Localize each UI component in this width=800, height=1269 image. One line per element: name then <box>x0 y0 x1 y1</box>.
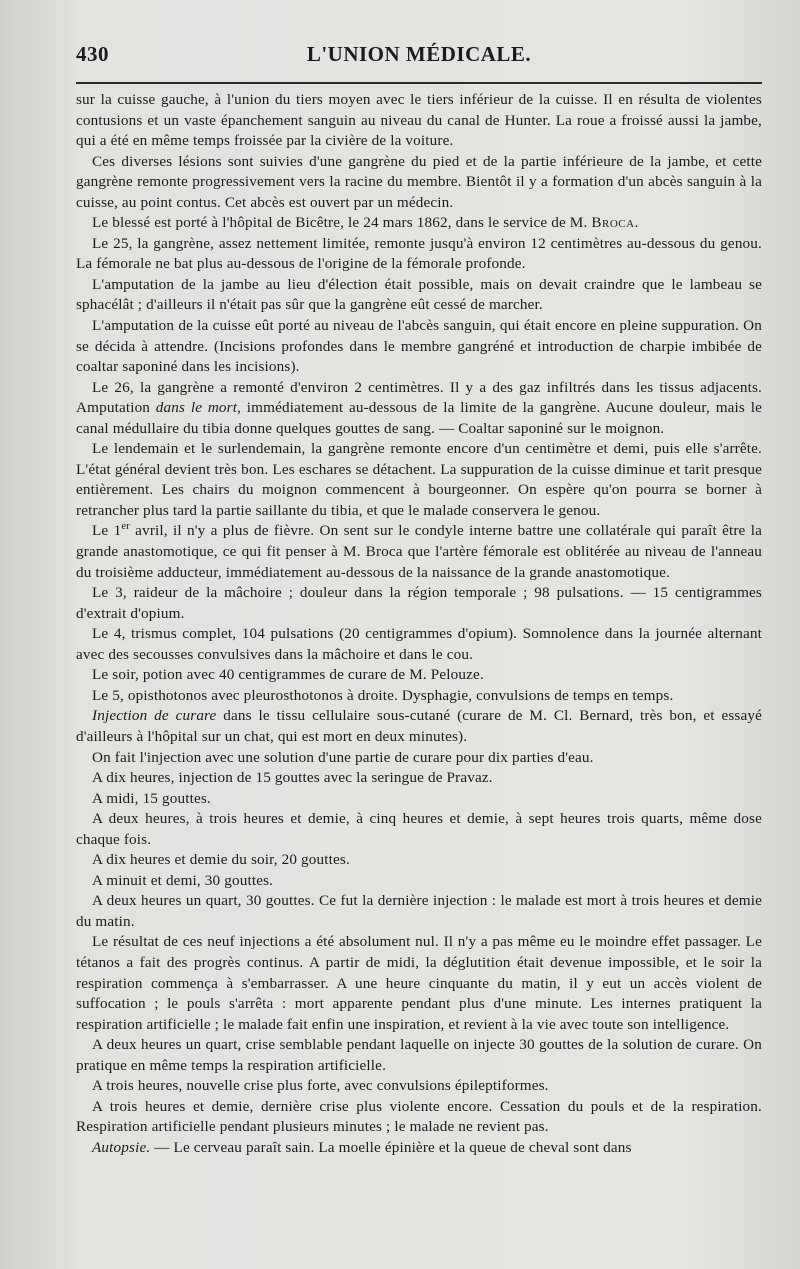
paragraph <box>76 275 762 316</box>
running-title: L'UNION MÉDICALE. <box>306 42 532 66</box>
text-ital: Injection de curare <box>92 707 217 725</box>
body-text <box>76 90 762 1158</box>
paragraph <box>76 1035 762 1076</box>
text-run: . <box>634 214 639 232</box>
paragraph <box>76 316 762 378</box>
paragraph <box>76 665 762 686</box>
text-run: A dix heures, injection de 15 gouttes avec la seringue de Pravaz. <box>92 769 493 787</box>
paragraph <box>76 706 762 747</box>
text-run: Le 4, trismus complet, 104 pulsations (20 centigrammes d'opium). Somnolence dans la journée alternant avec des secousses convulsives dans la mâchoire et dans le cou. <box>76 625 762 663</box>
text-ital: Autopsie. <box>92 1138 151 1156</box>
text-run: — Le cerveau paraît sain. La moelle épinière et la queue de cheval sont dans <box>150 1138 632 1156</box>
text-caps: Broca <box>591 214 635 232</box>
text-run: Ces diverses lésions sont suivies d'une gangrène du pied et de la partie inférieure de la jambe, et cette gangrène remonte progressivement vers la racine du membre. Bientôt il y a formation d'un abcès sanguin à la cuisse, au point contus. Cet abcès est ouvert par un médecin. <box>76 152 762 211</box>
text-run: A minuit et demi, 30 gouttes. <box>92 871 274 889</box>
paragraph <box>76 748 762 769</box>
text-run: Le 3, raideur de la mâchoire ; douleur dans la région temporale ; 98 pulsations. — 15 centigrammes d'extrait d'opium. <box>76 584 762 622</box>
text-run: A deux heures un quart, 30 gouttes. Ce fut la dernière injection : le malade est mort à trois heures et demie du matin. <box>76 892 762 930</box>
paragraph <box>76 932 762 1035</box>
paragraph <box>76 521 762 583</box>
text-ital: dans le mort <box>155 399 238 417</box>
text-run: On fait l'injection avec une solution d'une partie de curare pour dix parties d'eau. <box>92 748 594 766</box>
text-run: A trois heures et demie, dernière crise plus violente encore. Cessation du pouls et de la respiration. Respiration artificielle pendant plusieurs minutes ; le malade ne revient pas. <box>76 1097 762 1136</box>
paragraph <box>76 809 762 850</box>
text-run: A deux heures, à trois heures et demie, à cinq heures et demie, à sept heures trois quarts, même dose chaque fois. <box>76 810 762 848</box>
paragraph <box>76 213 762 234</box>
paragraph <box>76 583 762 624</box>
text-run: sur la cuisse gauche, à l'union du tiers moyen avec le tiers inférieur de la cuisse. Il en résulta de violentes contusions et un vaste épanchement sanguin au niveau du canal de Hunter. La roue a froissé aussi la jambe, qui a été en même temps froissée par la civière de la voiture. <box>76 91 762 150</box>
text-run: Le blessé est porté à l'hôpital de Bicêtre, le 24 mars 1862, dans le service de M. <box>92 214 592 232</box>
text-run: Le résultat de ces neuf injections a été absolument nul. Il n'y a pas même eu le moindre effet passager. Le tétanos a fait des progrès continus. A partir de midi, la déglutition était devenue impossible, et le soir la respiration commença à s'embarrasser. A une heure cinquante du matin, il y eut un accès violent de suffocation ; le pouls s'arrêta : mort apparente pendant plus d'une minute. Les internes pratiquent la respiration artificielle ; le malade fait enfin une inspiration, et revient à la vie avec toute son intelligence. <box>76 933 762 1033</box>
paragraph <box>76 789 762 810</box>
text-run: Le 26, la gangrène a remonté d'environ 2 centimètres. Il y a des gaz infiltrés dans les tissus adjacents. Amputation <box>76 378 762 417</box>
text-run: L'amputation de la jambe au lieu d'élection était possible, mais on devait craindre que le lambeau se sphacélât ; d'ailleurs il n'était pas sûr que la gangrène eût cessé de marcher. <box>76 275 762 314</box>
paragraph <box>76 1076 762 1097</box>
paragraph <box>76 850 762 871</box>
paragraph <box>76 768 762 789</box>
paragraph <box>76 378 762 440</box>
text-run: dans le tissu cellulaire sous-cutané (curare de M. Cl. Bernard, très bon, et essayé d'ailleurs à l'hôpital sur un chat, qui est mort en deux minutes). <box>76 707 762 745</box>
paragraph <box>76 1097 762 1138</box>
paragraph <box>76 871 762 892</box>
text-ord: er <box>121 521 130 533</box>
paragraph <box>76 686 762 707</box>
paragraph <box>76 624 762 665</box>
paragraph <box>76 234 762 275</box>
text-run: avril, il n'y a plus de fièvre. On sent sur le condyle interne battre une collatérale qui paraît être la grande anastomotique, ce qui fit penser à M. Broca que l'artère fémorale est oblitérée au niveau de l'anneau du troisième adducteur, immédiatement au-dessous de la naissance de la grande anastomotique. <box>76 522 762 581</box>
paragraph <box>76 1138 762 1159</box>
page-header <box>76 38 762 72</box>
text-run: A trois heures, nouvelle crise plus forte, avec convulsions épileptiformes. <box>92 1077 549 1095</box>
header-rule <box>76 82 762 84</box>
page-number: 430 <box>76 42 109 66</box>
text-run: Le 25, la gangrène, assez nettement limitée, remonte jusqu'à environ 12 centimètres au-dessous du genou. La fémorale ne bat plus au-dessous de l'origine de la fémorale profonde. <box>76 234 762 273</box>
text-run: Le soir, potion avec 40 centigrammes de curare de M. Pelouze. <box>92 666 484 684</box>
text-run: Le 1 <box>92 522 122 540</box>
text-run: Le 5, opisthotonos avec pleurosthotonos à droite. Dysphagie, convulsions de temps en temps. <box>92 686 674 704</box>
text-run: A dix heures et demie du soir, 20 gouttes. <box>92 851 350 869</box>
paragraph <box>76 152 762 214</box>
paragraph <box>76 439 762 521</box>
text-run: , immédiatement au-dessous de la limite de la gangrène. Aucune douleur, mais le canal médullaire du tibia donne quelques gouttes de sang. — Coaltar saponiné sur le moignon. <box>76 399 762 437</box>
paragraph <box>76 891 762 932</box>
text-run: Le lendemain et le surlendemain, la gangrène remonte encore d'un centimètre et demi, puis elle s'arrête. L'état général devient très bon. Les eschares se détachent. La suppuration de la cuisse diminue et tarit presque entièrement. Les chairs du moignon commencent à bourgeonner. On espère qu'on pourra se borner à retrancher plus tard la partie saillante du tibia, et que le malade conservera le genou. <box>76 440 762 519</box>
text-run: A midi, 15 gouttes. <box>92 789 211 807</box>
text-run: A deux heures un quart, crise semblable pendant laquelle on injecte 30 gouttes de la solution de curare. On pratique en même temps la respiration artificielle. <box>76 1036 762 1074</box>
text-run: L'amputation de la cuisse eût porté au niveau de l'abcès sanguin, qui était encore en pleine suppuration. On se décida à attendre. (Incisions profondes dans le membre gangréné et introduction de charpie imbibée de coaltar saponiné dans les incisions). <box>76 317 762 376</box>
paragraph <box>76 90 762 152</box>
